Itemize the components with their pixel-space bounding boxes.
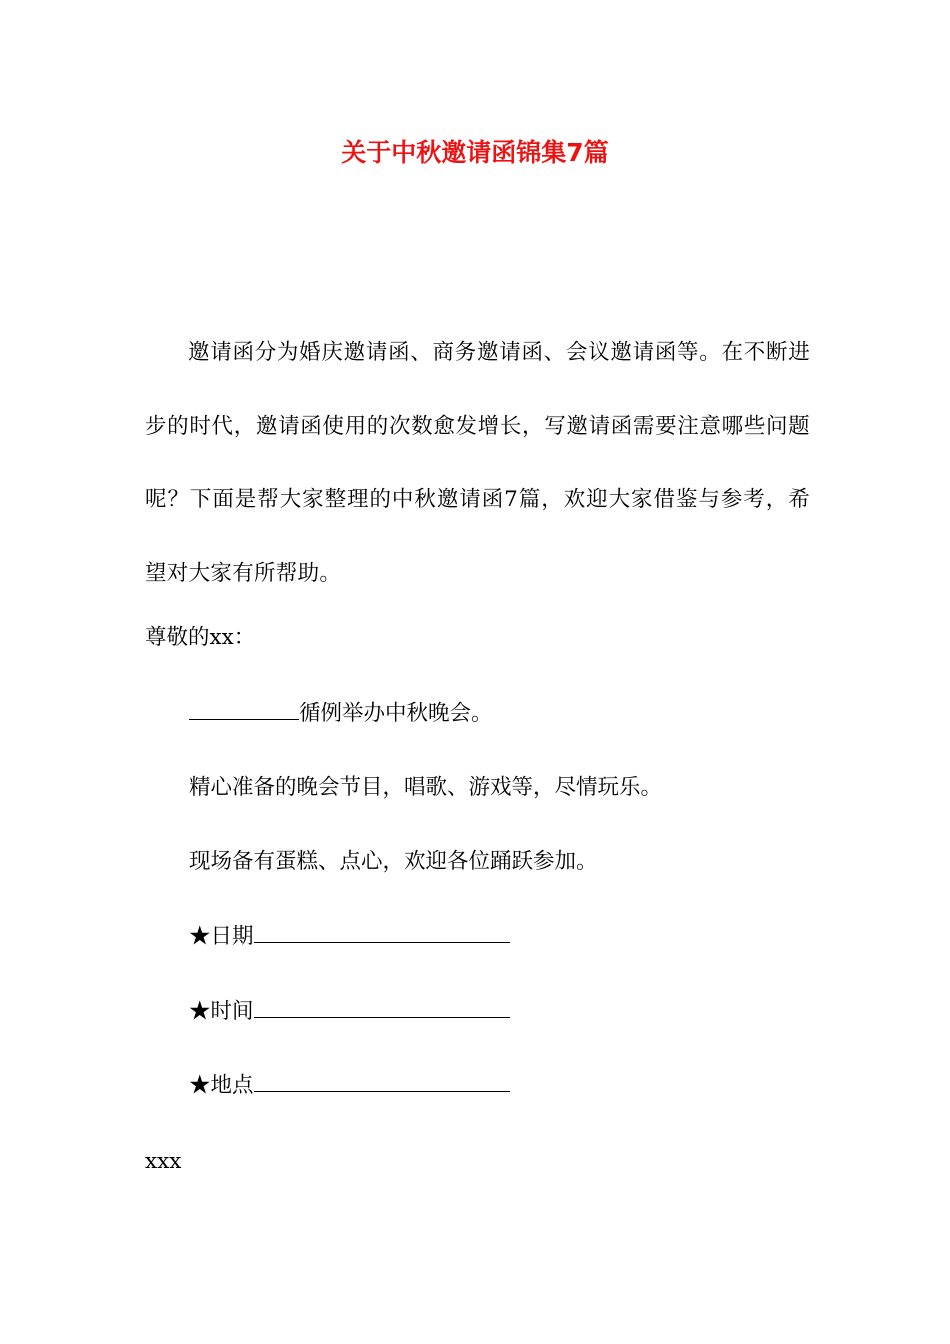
signature: xxx bbox=[145, 1149, 182, 1174]
time-field bbox=[189, 992, 510, 1032]
date-field bbox=[189, 917, 510, 957]
salutation: 尊敬的xx： bbox=[145, 625, 256, 650]
time-label: ★时间 bbox=[189, 999, 254, 1024]
intro-paragraph: 邀请函分为婚庆邀请函、商务邀请函、会议邀请函等。在不断进步的时代，邀请函使用的次数愈发增长，写邀请函需要注意哪些问题呢？下面是帮大家整理的中秋邀请函7篇，欢迎大家借鉴与参考，希望对大家有所帮助。 bbox=[145, 340, 810, 586]
blank-line bbox=[189, 701, 299, 720]
place-label: ★地点 bbox=[189, 1073, 254, 1098]
event-line bbox=[189, 694, 493, 734]
food-line: 现场备有蛋糕、点心，欢迎各位踊跃参加。 bbox=[189, 849, 598, 874]
date-label: ★日期 bbox=[189, 924, 254, 949]
date-blank bbox=[254, 924, 510, 943]
time-blank bbox=[254, 999, 510, 1018]
document-title: 关于中秋邀请函锦集7篇 bbox=[341, 138, 609, 167]
place-blank bbox=[254, 1073, 510, 1092]
program-line: 精心准备的晚会节目，唱歌、游戏等，尽情玩乐。 bbox=[189, 775, 663, 800]
place-field bbox=[189, 1066, 510, 1106]
event-text: 循例举办中秋晚会。 bbox=[299, 701, 493, 726]
